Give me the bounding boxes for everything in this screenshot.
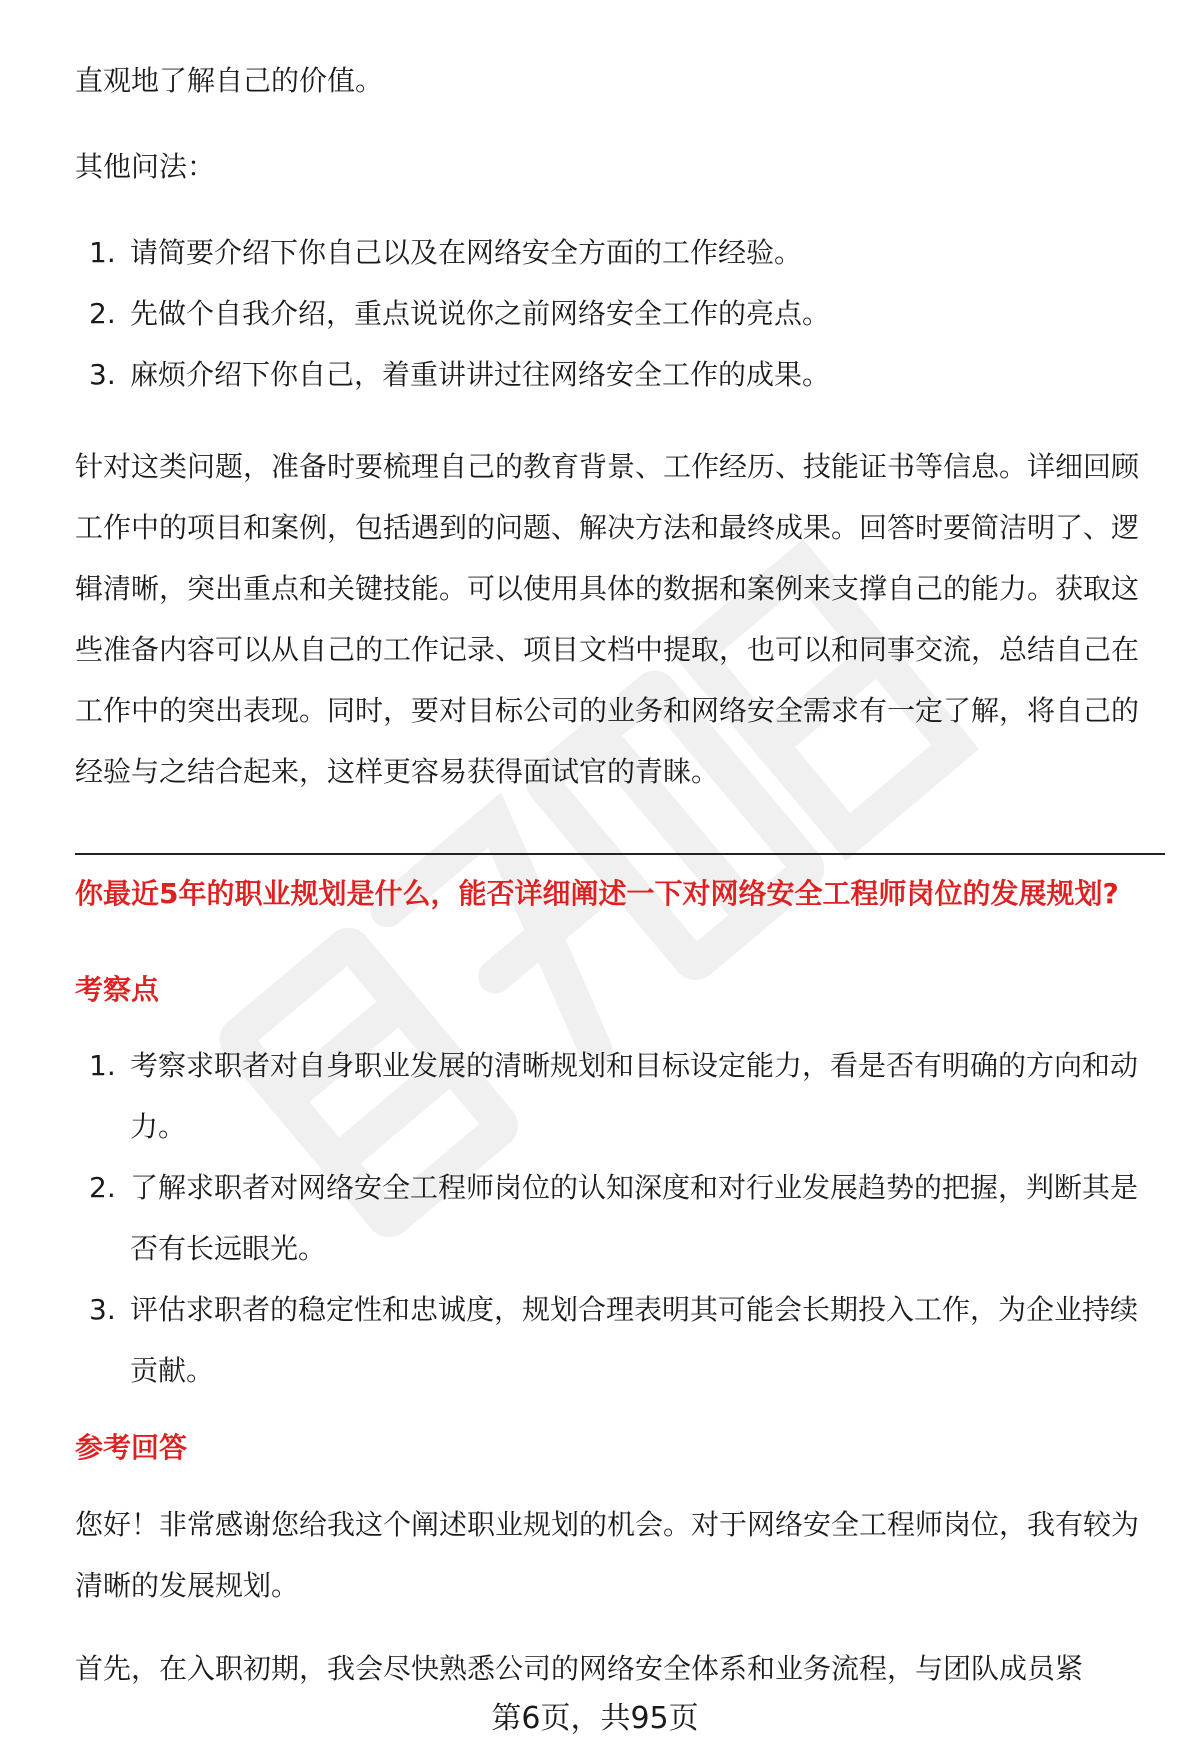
list-item: 3. 麻烦介绍下你自己，着重讲讲过往网络安全工作的成果。 xyxy=(89,358,831,391)
list-item: 1. 请简要介绍下你自己以及在网络安全方面的工作经验。 xyxy=(89,236,803,269)
list-item: 2. 先做个自我介绍，重点说说你之前网络安全工作的亮点。 xyxy=(89,297,831,330)
intro-tail-text: 直观地了解自己的价值。 xyxy=(75,64,384,97)
page-footer: 第6页，共95页 xyxy=(491,1701,699,1736)
advice-paragraph: 针对这类问题，准备时要梳理自己的教育背景、工作经历、技能证书等信息。详细回顾工作中的项目和案例，包括遇到的问题、解决方法和最终成果。回答时要简洁明了、逻辑清晰，突出重点和关键技能。可以使用具体的数据和案例来支撑自己的能力。获取这些准备内容可以从自己的工作记录、项目文档中提取，也可以和同事交流，总结自己在工作中的突出表现。同时，要对目标公司的业务和网络安全需求有一定了解，将自己的经验与之结合起来，这样更容易获得面试官的青睐。 xyxy=(75,450,1140,788)
other-questions-list xyxy=(75,222,1165,405)
section-divider xyxy=(75,853,1165,855)
other-questions-title: 其他问法： xyxy=(75,150,216,183)
list-item: 3. 评估求职者的稳定性和忠诚度，规划合理表明其可能会长期投入工作，为企业持续贡献。 xyxy=(89,1293,1139,1387)
list-item: 1. 考察求职者对自身职业发展的清晰规划和目标设定能力，看是否有明确的方向和动力。 xyxy=(89,1049,1139,1143)
answer-paragraph-1: 您好！非常感谢您给我这个阐述职业规划的机会。对于网络安全工程师岗位，我有较为清晰的发展规划。 xyxy=(75,1508,1140,1602)
question-heading: 你最近5年的职业规划是什么，能否详细阐述一下对网络安全工程师岗位的发展规划? xyxy=(75,877,1119,910)
list-item: 2. 了解求职者对网络安全工程师岗位的认知深度和对行业发展趋势的把握，判断其是否有长远眼光。 xyxy=(89,1171,1139,1265)
answer-heading: 参考回答 xyxy=(75,1431,188,1464)
focus-list xyxy=(75,1035,1165,1401)
focus-heading: 考察点 xyxy=(75,973,160,1006)
answer-paragraph-2: 首先，在入职初期，我会尽快熟悉公司的网络安全体系和业务流程，与团队成员紧 xyxy=(75,1652,1084,1685)
